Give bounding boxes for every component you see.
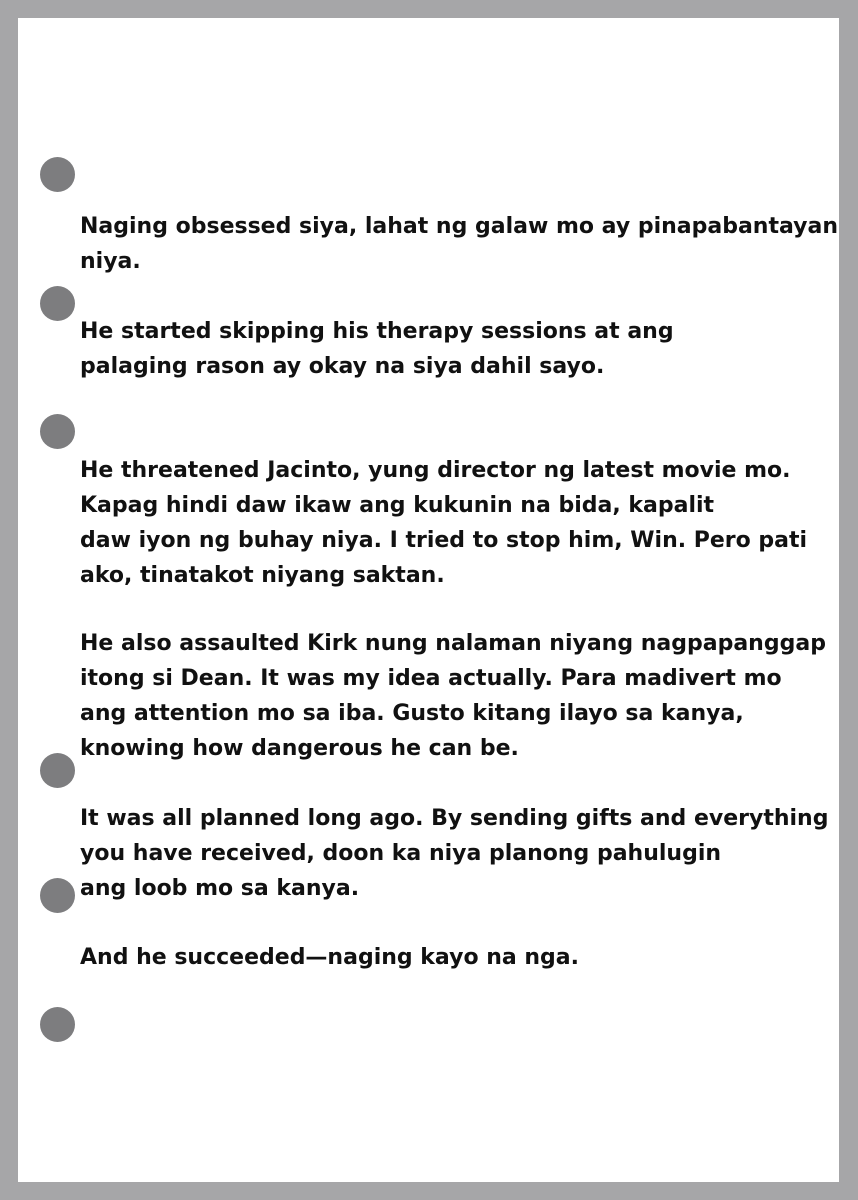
text-line: Kapag hindi daw ikaw ang kukunin na bida, kapalit — [80, 493, 715, 518]
binder-hole-icon — [40, 878, 75, 913]
binder-hole-icon — [40, 157, 75, 192]
text-line: daw iyon ng buhay niya. I tried to stop him, Win. Pero pati — [80, 528, 808, 553]
text-line: itong si Dean. It was my idea actually. Para madivert mo — [80, 666, 782, 691]
text-line: And he succeeded—naging kayo na nga. — [80, 945, 579, 970]
paragraph — [80, 314, 674, 384]
text-line: ang loob mo sa kanya. — [80, 876, 360, 901]
paragraph — [80, 940, 579, 975]
text-line: He threatened Jacinto, yung director ng latest movie mo. — [80, 458, 791, 483]
text-line: palaging rason ay okay na siya dahil sayo. — [80, 354, 605, 379]
paragraph — [80, 453, 807, 593]
notebook-page — [18, 18, 839, 1182]
text-line: He started skipping his therapy sessions at ang — [80, 319, 674, 344]
paragraph — [80, 209, 838, 279]
text-line: niya. — [80, 249, 141, 274]
binder-hole-icon — [40, 286, 75, 321]
paragraph — [80, 801, 828, 906]
text-line: knowing how dangerous he can be. — [80, 736, 519, 761]
text-line: He also assaulted Kirk nung nalaman niyang nagpapanggap — [80, 631, 826, 656]
text-line: Naging obsessed siya, lahat ng galaw mo ay pinapabantayan — [80, 214, 839, 239]
binder-hole-icon — [40, 414, 75, 449]
binder-hole-icon — [40, 753, 75, 788]
binder-hole-icon — [40, 1007, 75, 1042]
text-line: you have received, doon ka niya planong pahulugin — [80, 841, 722, 866]
text-line: ako, tinatakot niyang saktan. — [80, 563, 445, 588]
text-line: It was all planned long ago. By sending gifts and everything — [80, 806, 829, 831]
text-line: ang attention mo sa iba. Gusto kitang ilayo sa kanya, — [80, 701, 744, 726]
paragraph — [80, 626, 826, 766]
